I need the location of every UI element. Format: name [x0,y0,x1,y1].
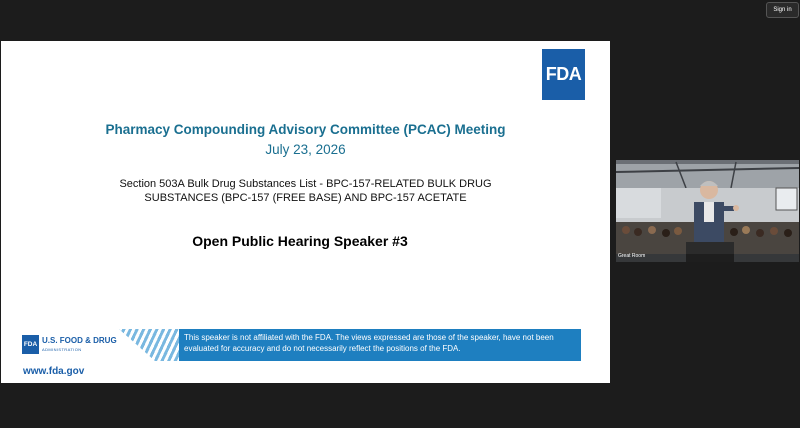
presentation-slide [1,41,610,383]
meeting-date: July 23, 2026 [265,142,346,157]
disclaimer-text: This speaker is not affiliated with the FDA. The views expressed are those of the speaker, have not been evaluated for accuracy and do not necessarily reflect the positions of the FDA. [184,333,554,353]
fda-footer-logo-mark: FDA [22,335,39,354]
section-description [101,177,510,205]
speaker-heading: Open Public Hearing Speaker #3 [192,233,408,249]
slide-title: Pharmacy Compounding Advisory Committee (PCAC) Meeting [105,122,506,137]
section-line-1: Section 503A Bulk Drug Substances List - BPC-157-RELATED BULK DRUG [119,178,492,190]
fda-footer-logo-name: U.S. FOOD & DRUG [42,336,117,345]
fda-footer-logo [22,333,122,359]
banner-stripes [119,329,179,361]
sign-in-button[interactable]: Sign in [766,2,799,18]
website-url: www.fda.gov [23,366,85,377]
section-line-2: SUBSTANCES (BPC-157 (FREE BASE) AND BPC-157 ACETATE [144,192,467,204]
room-label: Great Room [618,253,646,259]
video-frame [616,160,799,262]
fda-footer-logo-sub: ADMINISTRATION [42,347,82,352]
speaker-video-feed[interactable] [616,160,799,262]
fda-logo: FDA [542,49,585,100]
